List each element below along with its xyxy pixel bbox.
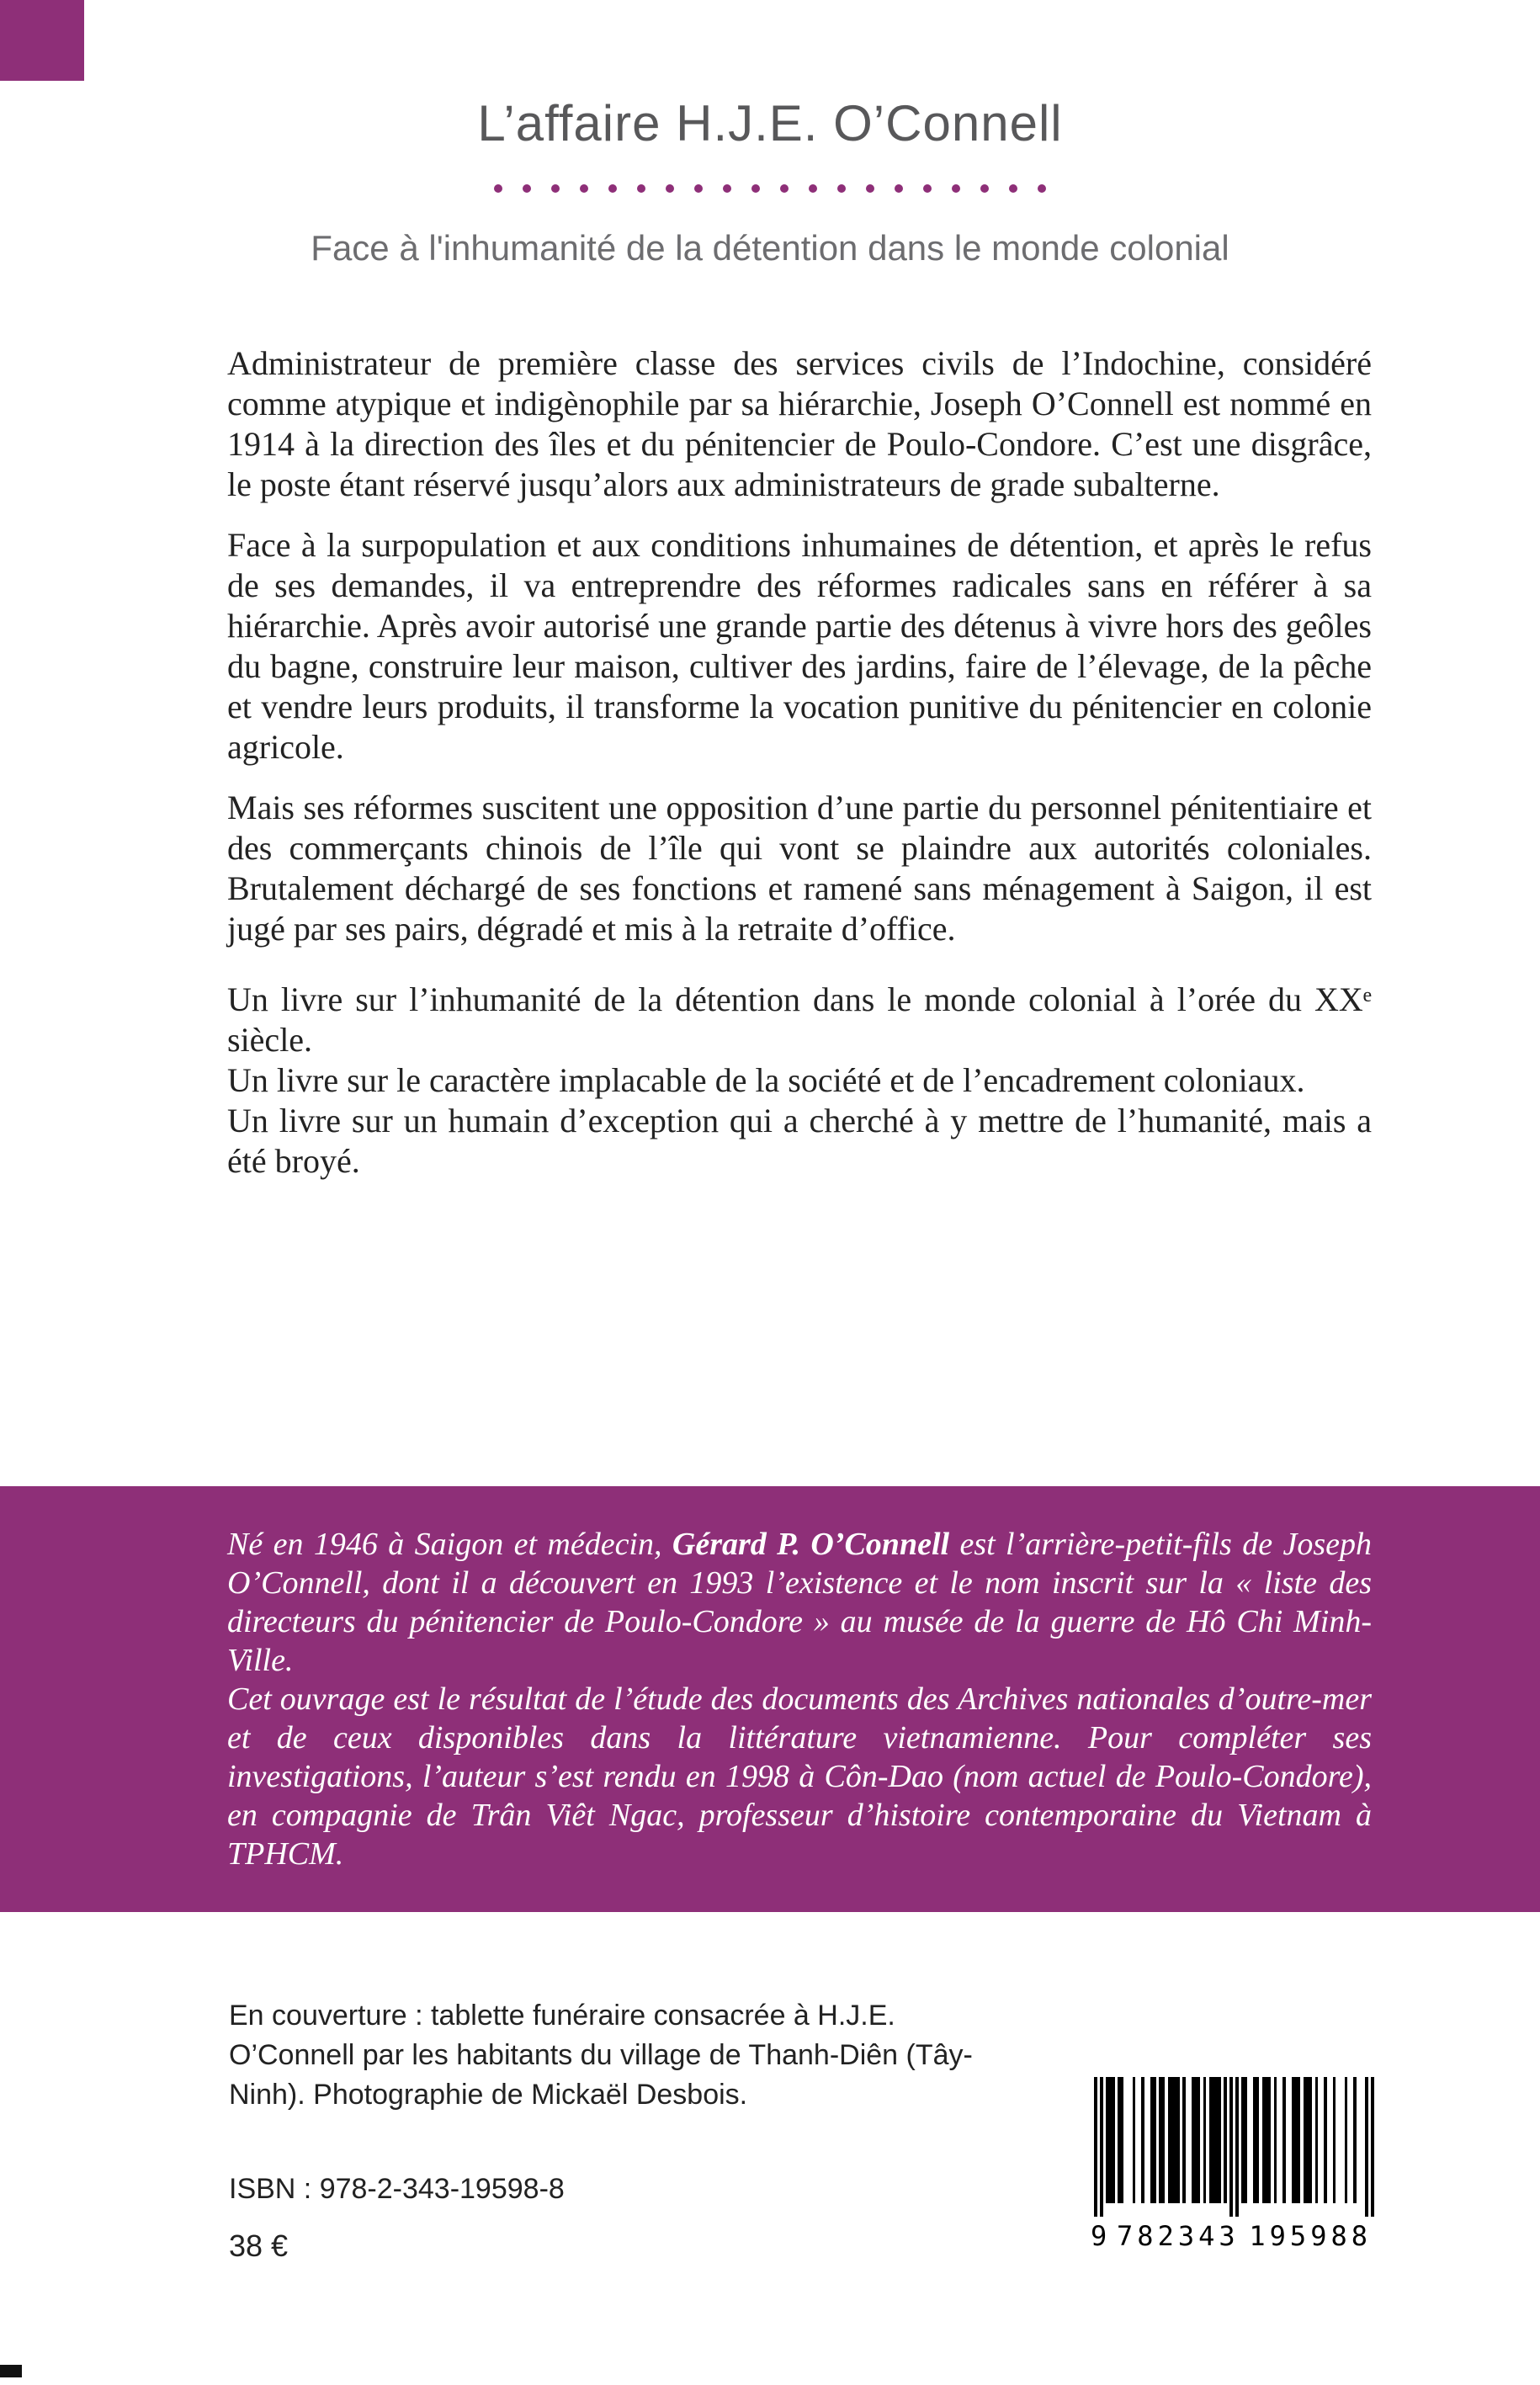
dot <box>580 184 588 193</box>
title-separator-dots <box>0 184 1540 193</box>
barcode-digits <box>1091 2220 1377 2252</box>
dot <box>723 184 731 193</box>
dot <box>637 184 645 193</box>
author-band <box>0 1486 1540 1912</box>
barcode-group: 195988 <box>1249 2220 1372 2252</box>
synopsis-paragraph: Administrateur de première classe des services civils de l’Indochine, considéré comme atypique et indigènophile par sa hiérarchie, Joseph O’Connell est nommé en 1914 à la direction des îles et du pénitencier de Poulo-Condore. C’est une disgrâce, le poste étant réservé jusqu’alors aux administrateurs de grade subalterne. <box>227 344 1372 503</box>
bio-text: est l’arrière-petit-fils de Joseph O’Connell, dont il a découvert en 1993 l’existence et le nom inscrit sur la « liste des directeurs du pénitencier de Poulo-Condore » au musée de la guerre de Hô Chi Minh-Ville. <box>227 1527 1372 1678</box>
barcode-module <box>1371 2077 1374 2217</box>
dot <box>780 184 789 193</box>
barcode-group: 782343 <box>1117 2220 1240 2252</box>
dot <box>980 184 989 193</box>
isbn: ISBN : 978-2-343-19598-8 <box>229 2173 565 2205</box>
barcode-bars <box>1091 2077 1377 2218</box>
corner-accent-square <box>0 0 84 81</box>
dot <box>523 184 531 193</box>
book-highlight: Un livre sur un humain d’exception qui a cherché à y mettre de l’humanité, mais a été broyé. <box>227 1102 1372 1180</box>
dot <box>751 184 760 193</box>
synopsis-paragraph: Face à la surpopulation et aux conditions inhumaines de détention, et après le refus de ses demandes, il va entreprendre des réformes radicales sans en référer à sa hiérarchie. Après avoir autorisé une grande partie des détenus à vivre hors des geôles du bagne, construire leur maison, cultiver des jardins, faire de l’élevage, de la pêche et vendre leurs produits, il transforme la vocation punitive du pénitencier en colonie agricole. <box>227 526 1372 766</box>
author-name: Gérard P. O’Connell <box>672 1527 950 1562</box>
bio-text: Né en 1946 à Saigon et médecin, <box>227 1527 672 1562</box>
dot <box>837 184 846 193</box>
dot <box>551 184 560 193</box>
dot <box>1009 184 1017 193</box>
synopsis-paragraph: Mais ses réformes suscitent une opposition d’une partie du personnel pénitentiaire et des commerçants chinois de l’île qui vont se plaindre aux autorités coloniales. Brutalement déchargé de ses fonctions et ramené sans ménagement à Saigon, il est jugé par ses pairs, dégradé et mis à la retraite d’office. <box>227 789 1372 948</box>
barcode <box>1091 2077 1377 2252</box>
dot <box>608 184 617 193</box>
dot <box>666 184 674 193</box>
barcode-first-digit: 9 <box>1091 2220 1107 2252</box>
book-highlight: Un livre sur l’inhumanité de la détention dans le monde colonial à l’orée du XXᵉ siècle. <box>227 980 1372 1059</box>
book-subtitle: Face à l'inhumanité de la détention dans le monde colonial <box>311 228 1229 268</box>
cover-header <box>0 94 1540 268</box>
cover-credit: En couverture : tablette funéraire consacrée à H.J.E. O’Connell par les habitants du village de Thanh-Diên (Tây-Ninh). Photographie de Mickaël Desbois. <box>229 2000 973 2111</box>
price: 38 € <box>229 2228 289 2263</box>
dot <box>494 184 502 193</box>
author-bio-paragraph: Cet ouvrage est le résultat de l’étude des documents des Archives nationales d’outre-mer et de ceux disponibles dans la littérature vietnamienne. Pour compléter ses investigations, l’auteur s’est rendu en 1998 à Côn-Dao (nom actuel de Poulo-Condore), en compagnie de Trân Viêt Ngac, professeur d’histoire contemporaine du Vietnam à TPHCM. <box>227 1681 1372 1872</box>
dot <box>1038 184 1046 193</box>
dot <box>923 184 932 193</box>
dot <box>809 184 817 193</box>
registration-mark <box>0 2365 22 2377</box>
book-title: L’affaire H.J.E. O’Connell <box>477 95 1063 151</box>
synopsis <box>227 343 1372 1182</box>
book-highlights <box>227 980 1372 1182</box>
dot <box>866 184 874 193</box>
book-highlight: Un livre sur le caractère implacable de la société et de l’encadrement coloniaux. <box>227 1061 1305 1099</box>
author-bio-paragraph <box>227 1525 1372 1680</box>
dot <box>952 184 960 193</box>
dot <box>694 184 703 193</box>
dot <box>895 184 903 193</box>
